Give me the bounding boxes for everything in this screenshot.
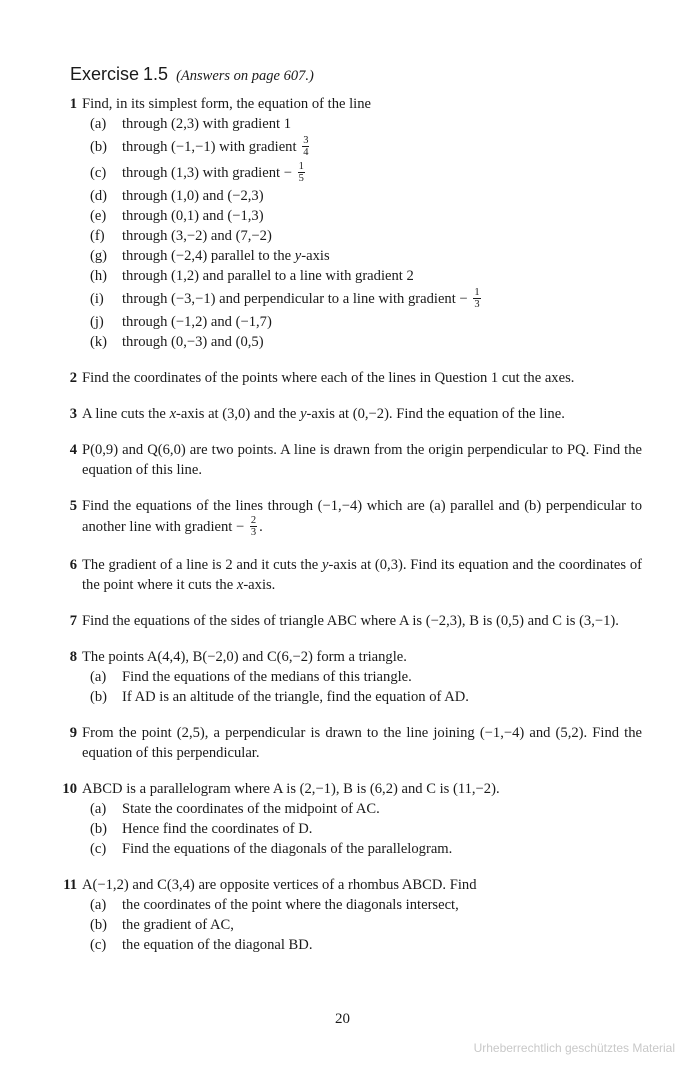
question-text: [82, 611, 642, 631]
question-4: [0, 440, 685, 480]
sub-question-text: Find the equations of the medians of this triangle.: [122, 669, 412, 685]
question-number: 4: [69, 442, 77, 458]
question-10: [0, 779, 685, 859]
fraction: [473, 287, 480, 310]
question-list: [0, 94, 685, 955]
sub-question-label: (b): [90, 139, 108, 155]
fraction-denominator: 4: [303, 147, 309, 159]
fraction-numerator: 3: [303, 135, 309, 147]
sub-question: [82, 332, 642, 352]
sub-question: [82, 134, 642, 160]
sub-question-text: the equation of the diagonal BD.: [122, 937, 313, 953]
sub-question-list: [82, 895, 642, 955]
question-11: [0, 875, 685, 955]
sub-question: [82, 935, 642, 955]
sub-question: [82, 160, 642, 186]
sub-question: [82, 915, 642, 935]
sub-question-list: [82, 799, 642, 859]
sub-question-text: Hence find the coordinates of D.: [122, 821, 313, 837]
question-number: 10: [62, 781, 77, 797]
question-number: 9: [69, 725, 77, 741]
sub-question: [82, 312, 642, 332]
sub-question: [82, 819, 642, 839]
sub-question: [82, 186, 642, 206]
sub-question-label: (k): [90, 334, 108, 350]
exercise-number: 1.5: [143, 64, 169, 84]
sub-question-label: (c): [90, 937, 107, 953]
sub-question-text: through (3,−2) and (7,−2): [122, 228, 272, 244]
sub-question-text: If AD is an altitude of the triangle, find the equation of AD.: [122, 689, 469, 705]
question-number: 8: [69, 649, 77, 665]
question-number: 5: [69, 498, 77, 514]
sub-question-text: through (−3,−1) and perpendicular to a line with gradient −: [122, 291, 472, 307]
fraction-denominator: 3: [250, 527, 257, 538]
question-number: 11: [63, 877, 77, 893]
sub-question-label: (i): [90, 291, 104, 307]
question-text: [82, 94, 642, 114]
sub-question-label: (e): [90, 208, 107, 224]
fraction-denominator: 3: [474, 299, 480, 311]
fraction-numerator: 2: [250, 515, 257, 526]
question-6: [0, 555, 685, 595]
question-text-content: Find the coordinates of the points where each of the lines in Question 1 cut the axes.: [82, 370, 575, 386]
sub-question-label: (c): [90, 165, 107, 181]
sub-question-text: through (−1,2) and (−1,7): [122, 314, 272, 330]
sub-question: [82, 286, 642, 312]
exercise-word: Exercise: [70, 64, 140, 84]
sub-question-text: through (1,0) and (−2,3): [122, 188, 264, 204]
sub-question-text: through (0,1) and (−1,3): [122, 208, 264, 224]
fraction-numerator: 1: [474, 287, 480, 299]
sub-question-text: through (2,3) with gradient 1: [122, 116, 292, 132]
question-text: [82, 779, 642, 799]
question-text-end: .: [259, 518, 263, 535]
question-text: [82, 723, 642, 763]
question-1: [0, 94, 685, 352]
sub-question: [82, 226, 642, 246]
question-number: 1: [69, 96, 77, 112]
question-text-content: Find, in its simplest form, the equation of the line: [82, 96, 372, 112]
sub-question-text: through (1,2) and parallel to a line with gradient 2: [122, 268, 414, 284]
sub-question-label: (b): [90, 689, 108, 705]
question-number: 6: [69, 557, 77, 573]
sub-question-label: (a): [90, 669, 107, 685]
question-text-content: The gradient of a line is 2 and it cuts the y-axis at (0,3). Find its equation and the coordinates of the point where it cuts the x-axis.: [82, 557, 642, 593]
question-9: [0, 723, 685, 763]
sub-question-label: (f): [90, 228, 105, 244]
question-text-content: The points A(4,4), B(−2,0) and C(6,−2) form a triangle.: [82, 649, 407, 665]
question-text: [82, 368, 642, 388]
sub-question: [82, 246, 642, 266]
page-number: 20: [335, 1011, 350, 1027]
sub-question-text: through (1,3) with gradient −: [122, 165, 296, 181]
question-number: 2: [69, 370, 77, 386]
sub-question-text: State the coordinates of the midpoint of AC.: [122, 801, 380, 817]
question-text-content: A line cuts the x-axis at (3,0) and the y-axis at (0,−2). Find the equation of the line.: [82, 406, 565, 422]
question-text: [82, 496, 642, 539]
answers-note: (Answers on page 607.): [176, 68, 314, 84]
exercise-heading: [70, 64, 314, 85]
question-text-content: ABCD is a parallelogram where A is (2,−1), B is (6,2) and C is (11,−2).: [82, 781, 500, 797]
sub-question-label: (a): [90, 801, 107, 817]
sub-question: [82, 799, 642, 819]
sub-question-list: [82, 667, 642, 707]
question-text-content: Find the equations of the sides of triangle ABC where A is (−2,3), B is (0,5) and C is (3,−1).: [82, 613, 619, 629]
fraction: [302, 135, 309, 158]
question-text-content: Find the equations of the lines through (−1,−4) which are (a) parallel and (b) perpendicular to another line with gradient −: [82, 498, 642, 535]
sub-question-text: through (0,−3) and (0,5): [122, 334, 264, 350]
sub-question-label: (a): [90, 897, 107, 913]
question-7: [0, 611, 685, 631]
question-number: 3: [69, 406, 77, 422]
sub-question: [82, 895, 642, 915]
sub-question-text: through (−2,4) parallel to the y-axis: [122, 248, 330, 264]
question-text: [82, 647, 642, 667]
sub-question-list: [82, 114, 642, 352]
question-text-content: From the point (2,5), a perpendicular is drawn to the line joining (−1,−4) and (5,2). Find the equation of this perpendicular.: [82, 725, 642, 761]
sub-question-label: (b): [90, 917, 108, 933]
sub-question-text: the coordinates of the point where the diagonals intersect,: [122, 897, 459, 913]
sub-question-label: (a): [90, 116, 107, 132]
sub-question: [82, 667, 642, 687]
question-number: 7: [69, 613, 77, 629]
sub-question-text: through (−1,−1) with gradient: [122, 139, 301, 155]
question-2: [0, 368, 685, 388]
sub-question: [82, 206, 642, 226]
sub-question: [82, 687, 642, 707]
sub-question: [82, 839, 642, 859]
question-5: [0, 496, 685, 539]
fraction-numerator: 1: [298, 161, 304, 173]
sub-question-label: (b): [90, 821, 108, 837]
sub-question: [82, 114, 642, 134]
sub-question-label: (c): [90, 841, 107, 857]
question-3: [0, 404, 685, 424]
fraction: [298, 161, 305, 184]
question-text: [82, 404, 642, 424]
sub-question: [82, 266, 642, 286]
sub-question-text: Find the equations of the diagonals of the parallelogram.: [122, 841, 453, 857]
sub-question-text: the gradient of AC,: [122, 917, 234, 933]
fraction-denominator: 5: [298, 173, 304, 185]
sub-question-label: (h): [90, 268, 108, 284]
copyright-watermark: Urheberrechtlich geschütztes Material: [473, 1041, 675, 1055]
sub-question-label: (j): [90, 314, 104, 330]
question-text: [82, 440, 642, 480]
fraction: [250, 515, 257, 538]
question-text-content: A(−1,2) and C(3,4) are opposite vertices of a rhombus ABCD. Find: [82, 877, 477, 893]
sub-question-label: (d): [90, 188, 108, 204]
sub-question-label: (g): [90, 248, 108, 264]
question-8: [0, 647, 685, 707]
question-text: [82, 555, 642, 595]
question-text: [82, 875, 642, 895]
question-text-content: P(0,9) and Q(6,0) are two points. A line is drawn from the origin perpendicular to PQ. Find the equation of this line.: [82, 442, 642, 478]
